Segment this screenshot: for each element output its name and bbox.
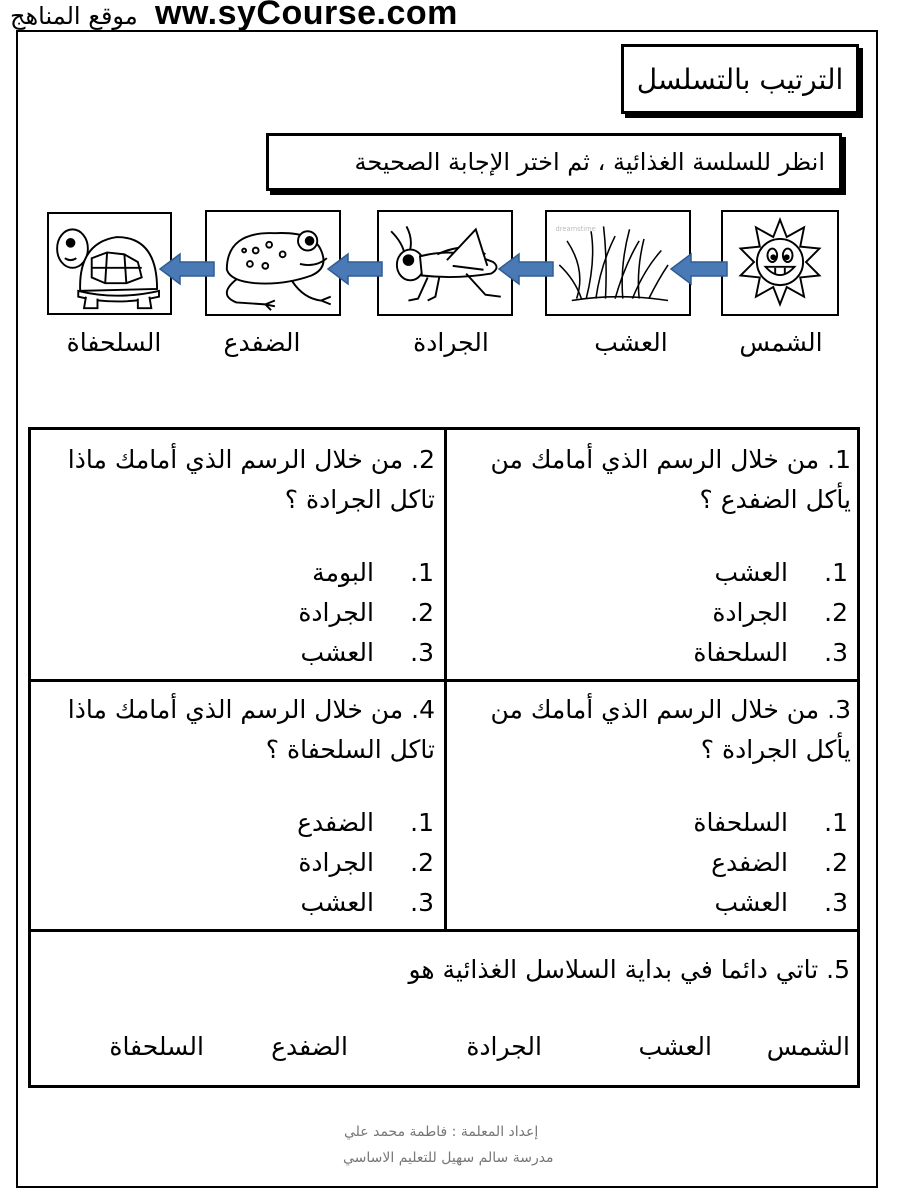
- question-3-option-1[interactable]: 1.السلحفاة: [693, 808, 848, 837]
- arrow-sun-to-grass-icon: [669, 252, 729, 286]
- question-3-option-2[interactable]: 2.الضفدع: [711, 848, 848, 877]
- question-5-choice-sun[interactable]: الشمس: [766, 1032, 850, 1061]
- question-3-number: 3.: [827, 695, 851, 724]
- question-2-text: [40, 440, 435, 520]
- food-chain-turtle-picture: [47, 212, 172, 315]
- question-2-number: 2.: [411, 445, 435, 474]
- question-5-text: [300, 950, 850, 990]
- question-1-number: 1.: [827, 445, 851, 474]
- question-1-option-2[interactable]: 2.الجرادة: [712, 598, 848, 627]
- instruction-text: انظر للسلسة الغذائية ، ثم اختر الإجابة الصحيحة: [266, 133, 842, 191]
- site-name: موقع المناهج: [10, 2, 138, 30]
- worksheet-title: الترتيب بالتسلسل: [621, 44, 859, 114]
- question-3-option-3[interactable]: 3.العشب: [714, 888, 848, 917]
- grasshopper-icon: [379, 212, 511, 314]
- chain-label-grasshopper: الجرادة: [413, 328, 489, 357]
- footer-teacher: إعداد المعلمة : فاطمة محمد علي: [344, 1124, 539, 1140]
- arrow-grasshopper-to-frog-icon: [326, 252, 384, 286]
- question-4-number: 4.: [411, 695, 435, 724]
- sun-icon: [723, 212, 837, 314]
- question-5-number: 5.: [826, 955, 850, 984]
- grid-divider-row2: [31, 929, 857, 932]
- site-url[interactable]: ww.syCourse.com: [155, 0, 458, 32]
- question-5-choice-grasshopper[interactable]: الجرادة: [466, 1032, 542, 1061]
- chain-label-frog: الضفدع: [223, 328, 301, 357]
- question-5-choice-grass[interactable]: العشب: [638, 1032, 712, 1061]
- chain-label-turtle: السلحفاة: [66, 328, 162, 357]
- question-3-text: [476, 690, 851, 770]
- arrow-frog-to-turtle-icon: [158, 252, 216, 286]
- question-5-body: تاتي دائما في بداية السلاسل الغذائية هو: [408, 955, 819, 984]
- food-chain-frog-picture: [205, 210, 341, 316]
- question-2-option-2[interactable]: 2.الجرادة: [298, 598, 434, 627]
- arrow-grass-to-grasshopper-icon: [497, 252, 555, 286]
- footer-school: مدرسة سالم سهيل للتعليم الاساسي: [343, 1150, 554, 1166]
- question-4-text: [40, 690, 435, 770]
- food-chain-grasshopper-picture: [377, 210, 513, 316]
- turtle-icon: [49, 214, 170, 313]
- frog-icon: [207, 212, 339, 314]
- svg-text:dreamstime: dreamstime: [555, 225, 596, 234]
- question-4-option-2[interactable]: 2.الجرادة: [298, 848, 434, 877]
- question-2-option-3[interactable]: 3.العشب: [300, 638, 434, 667]
- question-1-option-3[interactable]: 3.السلحفاة: [693, 638, 848, 667]
- question-4-option-3[interactable]: 3.العشب: [300, 888, 434, 917]
- question-1-body: من خلال الرسم الذي أمامك من يأكل الضفدع ؟: [490, 445, 851, 514]
- question-2-body: من خلال الرسم الذي أمامك ماذا تاكل الجرادة ؟: [67, 445, 435, 514]
- grass-icon: [547, 212, 689, 314]
- question-5-choice-turtle[interactable]: السلحفاة: [109, 1032, 204, 1061]
- chain-label-grass: العشب: [594, 328, 668, 357]
- chain-label-sun: الشمس: [739, 328, 823, 357]
- question-4-option-1[interactable]: 1.الضفدع: [297, 808, 434, 837]
- question-1-text: [476, 440, 851, 520]
- question-2-option-1[interactable]: 1.البومة: [312, 558, 434, 587]
- question-3-body: من خلال الرسم الذي أمامك من يأكل الجرادة ؟: [490, 695, 851, 764]
- question-5-choice-frog[interactable]: الضفدع: [271, 1032, 348, 1061]
- grid-divider-row1: [31, 679, 857, 682]
- question-4-body: من خلال الرسم الذي أمامك ماذا تاكل السلحفاة ؟: [67, 695, 435, 764]
- question-1-option-1[interactable]: 1.العشب: [714, 558, 848, 587]
- food-chain-sun-picture: [721, 210, 839, 316]
- page-header: [0, 0, 900, 34]
